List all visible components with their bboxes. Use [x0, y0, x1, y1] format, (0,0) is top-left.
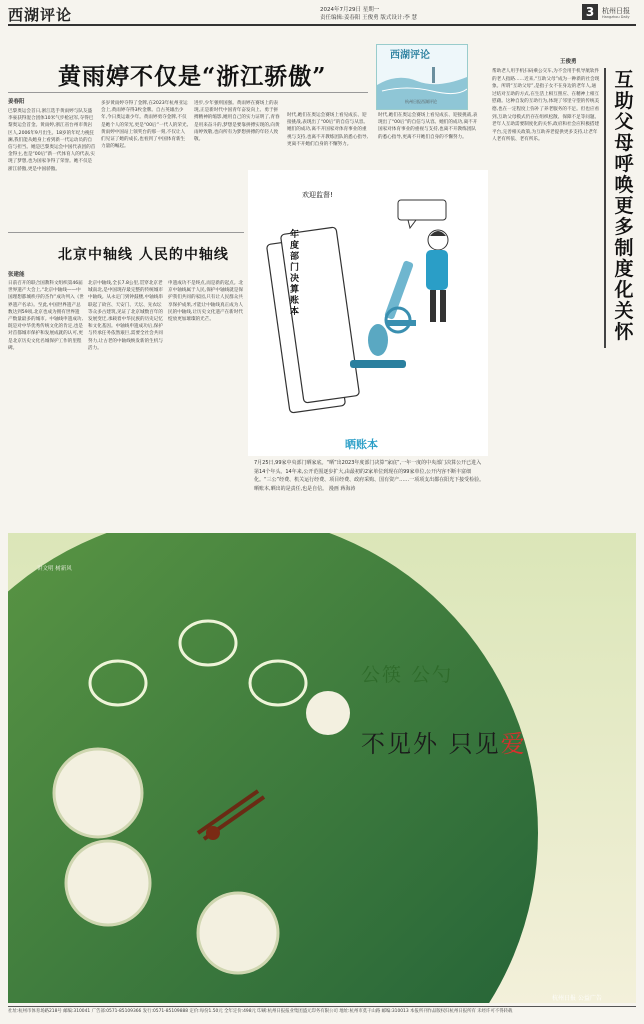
vertical-divider	[604, 68, 606, 348]
page-number: 3	[582, 4, 598, 20]
brand-subtitle: Hangzhou Daily	[602, 15, 630, 19]
cartoon	[248, 170, 488, 456]
page-footer: 社址:杭州市体育场路218号 邮编:310041 广告部:0571-85109366 发行:0571-85109888 定价:每份1.50元 全年定价:498元 印刷:杭州日报报业集团盛元印务有限公司 地址:杭州市莫干山路 邮编:310013 本报所刊作品版权归杭州日报所有 未经许可不得转载	[8, 1006, 636, 1015]
header-divider	[8, 24, 636, 26]
brand-logo: 杭州日报	[602, 7, 630, 15]
ad-headline-2: 不见外 只见爱	[361, 730, 527, 758]
divider	[8, 92, 368, 93]
article2-author: 张建能	[8, 272, 25, 278]
article2-col3: 申遗成功不是终点,而是新的起点。北京中轴线属于人民,保护中轴线就是保护我们共同的家园,只有让人民群众共享保护成果,才能让中轴线真正成为人民的中轴线,让历史文化遗产在新时代绽放更加璀璨的光芒。	[168, 281, 243, 323]
public-service-ad	[8, 533, 636, 1003]
cartoon-book-label: 年度部门决算账本	[290, 230, 300, 317]
ad-background	[8, 533, 636, 1003]
cartoon-caption: 7月25日,99家中央部门晒家底。“晒”出2023年度部门决算“家底”,一年一度的中央部门决算公开已进入第14个年头。14年来,公开范围逐步扩大,由最初的2家单位到现在的99家单位,公开内容不断丰富细化。“三公”经费、机关运行经费、项目经费、政府采购、国有资产……一项项支出都在阳光下接受检验。晒账本,晒出的是责任,也是自信。 漫画 蒋海涛	[254, 460, 485, 492]
cartoon-signature: 漫画 蒋海涛	[328, 485, 356, 492]
article3-headline: 互助父母呼唤更多制度化关怀	[614, 69, 634, 343]
cartoon-title: 晒账本	[345, 438, 378, 451]
article1-author: 姜春阳	[8, 99, 25, 105]
column-logo-subtitle: 杭州日报西湖评论	[405, 99, 437, 104]
article1-col5: 时代,她们在奥运会赛场上看见成长、迎接挑战,表现出了“00后”的自信与从容。她们的成功,离不开国家对体育事业的重视与支持,也离不开教练团队的悉心指导,更离不开她们自身的不懈努力。	[378, 113, 478, 140]
article2-col2: 北京中轴线,全长7.8公里,贯穿北京老城南北,是中国现存最完整的传统城市中轴线。从永定门到钟鼓楼,中轴线串联起了故宫、天安门、天坛、先农坛等众多古建筑,见证了北京城数百年的发展变迁,承载着中华民族的历史记忆和文化基因。中轴线申遗成功后,保护与传承任务依然艰巨,需要全社会共同努力,让古老的中轴线焕发新的生机与活力。	[88, 281, 163, 351]
article1-col2: 多岁黄雨婷夺得了金牌,在2023年杭州亚运会上,黄雨婷夺得3枚金牌。自古英雄出少年,今日奥运谁少年。黄雨婷勇夺金牌,不仅是她个人的荣光,更是“00后”一代人的荣光,黄雨婷中国站上领奖台的那一刻,不仅让人们见证了她的成长,也看到了中国体育新生力量的崛起。	[101, 101, 189, 150]
column-logo-title: 西湖评论	[390, 50, 430, 61]
article2-headline: 北京中轴线 人民的中轴线	[58, 247, 229, 263]
date-info: 2024年7月29日 星期一 责任编辑:姜春阳 王俊勇 版式设计:李 慧	[320, 7, 417, 21]
section-title: 西湖评论	[8, 6, 73, 24]
article1-col3: 进步,少年强则国强。黄雨婷在赛场上的表现,正是新时代中国青年奋发向上、勇于拼搏精神的缩影,她用自己的实力证明了,青春是用来奋斗的,梦想是要靠拼搏实现的,向黄雨婷致敬,也向所有为梦想拼搏的年轻人致敬。	[194, 101, 280, 143]
article2-col1: 日前召开的联合国教科文组织第46届世界遗产大会上,“北京中轴线——中国理想都城秩序的杰作”成功列入《世界遗产名录》。至此,中国世界遗产总数达到59项,北京也成为拥有世界遗产数量最多的城市。中轴线申遗成功,既是对中华优秀传统文化的肯定,也是对首都城市保护和发展成就的认可,更是北京历史文化名城保护工作的里程碑。	[8, 281, 84, 351]
article1-col4: 时代,她们在奥运会赛场上看见成长、迎接挑战,表现出了“00后”的自信与从容。她们的成功,离不开国家对体育事业的重视与支持,也离不开教练团队的悉心指导,更离不开她们自身的不懈努力。	[287, 113, 369, 147]
article1-col1: 巴黎奥运会首日,浙江选手黄雨婷与队友盛李豪获得混合团体10米气步枪冠军,夺得巴黎奥运会首金。黄雨婷,浙江省台州市黄岩区人,2006年9月出生。18岁的年纪力挽狂澜,我们能从她身上看到新一代运动员的自信与担当。她是巴黎奥运会中国代表团的首金得主,也是“00后”新一代体育人的代表,实现了梦想,也为国家争得了荣誉。她不仅是浙江骄傲,更是中国骄傲。	[8, 109, 96, 172]
article1-headline: 黄雨婷不仅是“浙江骄傲”	[58, 63, 327, 90]
cartoon-illustration	[248, 170, 488, 432]
cartoon-speech: 欢迎监督!	[302, 191, 333, 199]
ad-headline-1: 公筷 公勺	[361, 664, 454, 686]
ad-credit: 讲文明 树新风	[37, 566, 72, 572]
article3-body: 帮助老人用手机扫码乘公交车,为不会用手机导航软件的老人指路……近来,“互助父母”成为一种新的社会现象。所谓“互助父母”,是指子女不在身边的老年人,通过结对互助的方式,在生活上相互照应、在精神上相互慰藉。这种自发的互助行为,体现了邻里守望的传统美德,也在一定程度上弥补了养老服务的不足。但也应看到,互助父母模式仍存在组织松散、保障不足等问题。老年人互助需要制度化的关怀,政府和社会应积极搭建平台,完善相关政策,为互助养老提供更多支持,让老年人老有所依、老有所乐。	[492, 69, 600, 143]
divider	[8, 232, 244, 233]
article3-author: 王俊勇	[560, 59, 577, 65]
ad-footer-label: 杭州日报 公益广告	[552, 995, 602, 1002]
